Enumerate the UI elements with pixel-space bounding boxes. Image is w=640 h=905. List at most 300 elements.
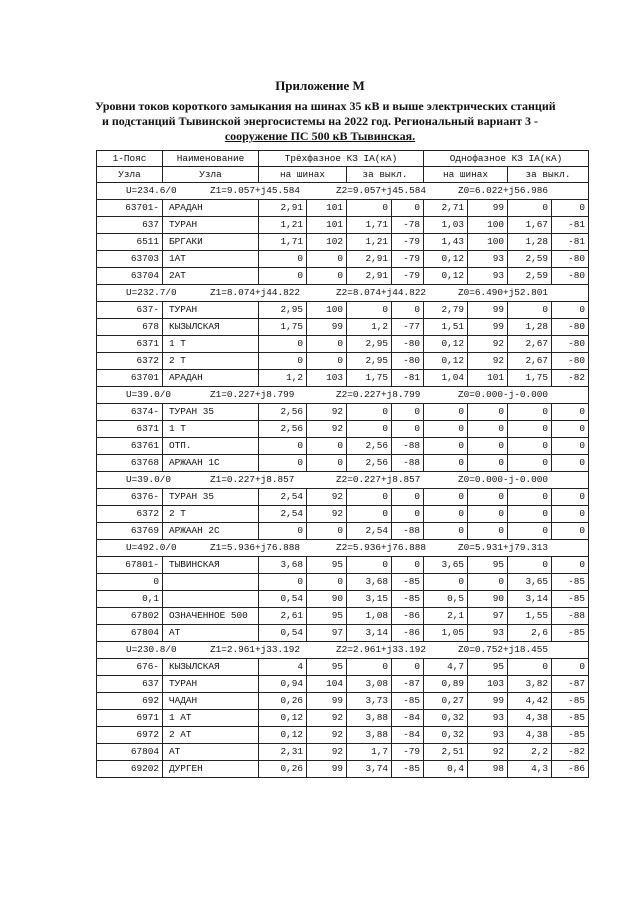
table-cell: 0 — [424, 574, 468, 591]
table-cell: -84 — [392, 710, 424, 727]
table-cell: 0,54 — [259, 591, 307, 608]
table-cell: -84 — [392, 727, 424, 744]
table-cell: 0 — [424, 421, 468, 438]
table-cell: КЫЗЫЛСКАЯ — [163, 659, 259, 676]
table-cell: -82 — [552, 744, 589, 761]
table-cell — [163, 591, 259, 608]
table-cell: 0 — [424, 489, 468, 506]
table-cell: 6972 — [97, 727, 163, 744]
table-cell: 0,12 — [424, 353, 468, 370]
table-cell: 2,59 — [508, 268, 552, 285]
table-cell: 92 — [307, 421, 347, 438]
table-cell: 92 — [307, 727, 347, 744]
table-cell: 3,82 — [508, 676, 552, 693]
table-cell: 4,38 — [508, 710, 552, 727]
table-cell: -80 — [552, 268, 589, 285]
table-cell: 1,71 — [347, 217, 392, 234]
table-cell: -85 — [552, 693, 589, 710]
table-cell: 0 — [307, 251, 347, 268]
table-row — [97, 217, 589, 234]
table-row — [97, 370, 589, 387]
header-three-phase-switch: за выкл. — [347, 167, 424, 183]
table-cell: 0,12 — [424, 336, 468, 353]
table-cell: 101 — [307, 200, 347, 217]
table-cell: 676- — [97, 659, 163, 676]
table-cell: 0 — [307, 455, 347, 472]
table-cell: 2,54 — [259, 489, 307, 506]
appendix-label: Приложение М — [275, 78, 365, 93]
table-cell: -85 — [392, 761, 424, 778]
table-row — [97, 353, 589, 370]
table-cell: 0 — [259, 251, 307, 268]
table-cell: 67804 — [97, 744, 163, 761]
section-z1: Z1=0.227+j8.799 — [210, 389, 295, 400]
table-row — [97, 761, 589, 778]
table-cell: 101 — [468, 370, 508, 387]
table-cell: 4 — [259, 659, 307, 676]
table-cell: 0,5 — [424, 591, 468, 608]
table-cell: 3,73 — [347, 693, 392, 710]
table-cell: АРЖААН 1С — [163, 455, 259, 472]
table-cell: 0 — [508, 455, 552, 472]
table-cell: 0,1 — [97, 591, 163, 608]
table-cell: -80 — [392, 353, 424, 370]
table-cell: -80 — [552, 353, 589, 370]
section-z2: Z2=9.057+j45.584 — [336, 185, 427, 196]
table-cell: -81 — [392, 370, 424, 387]
table-cell: 0,12 — [424, 251, 468, 268]
table-row — [97, 319, 589, 336]
table-cell: -80 — [552, 319, 589, 336]
table-cell: 63701- — [97, 200, 163, 217]
table-row — [97, 676, 589, 693]
table-cell: 2,79 — [424, 302, 468, 319]
table-cell: 63703 — [97, 251, 163, 268]
table-cell: 0 — [552, 438, 589, 455]
table-cell: -86 — [552, 761, 589, 778]
table-cell: 0 — [552, 404, 589, 421]
table-cell: -88 — [392, 523, 424, 540]
table-cell: -85 — [392, 693, 424, 710]
table-cell: 0 — [508, 659, 552, 676]
table-cell: 0 — [392, 302, 424, 319]
table-cell: 0 — [508, 506, 552, 523]
table-cell: 0,32 — [424, 727, 468, 744]
table-cell: 0 — [259, 455, 307, 472]
table-cell: 0 — [424, 438, 468, 455]
section-z2: Z2=0.227+j8.799 — [336, 389, 421, 400]
table-cell: 0 — [508, 200, 552, 217]
table-cell: ТЫВИНСКАЯ — [163, 557, 259, 574]
section-params-row — [97, 540, 589, 557]
table-cell: 1,43 — [424, 234, 468, 251]
table-cell: -85 — [392, 574, 424, 591]
header-row-2 — [97, 167, 589, 183]
table-cell: АТ — [163, 625, 259, 642]
table-cell: 0 — [347, 659, 392, 676]
table-row — [97, 438, 589, 455]
table-cell: 90 — [468, 591, 508, 608]
table-cell: 67801- — [97, 557, 163, 574]
table-cell: 2,2 — [508, 744, 552, 761]
table-row — [97, 557, 589, 574]
table-cell: 1,03 — [424, 217, 468, 234]
section-z1: Z1=8.074+j44.822 — [210, 287, 301, 298]
table-cell: 93 — [468, 251, 508, 268]
table-cell: 2,31 — [259, 744, 307, 761]
section-z0: Z0=0.752+j18.455 — [458, 644, 549, 655]
table-row — [97, 574, 589, 591]
table-cell: 1,2 — [259, 370, 307, 387]
table-cell: 0 — [552, 557, 589, 574]
table-cell: 2,91 — [347, 251, 392, 268]
table-cell: 0 — [347, 404, 392, 421]
table-cell: -80 — [552, 336, 589, 353]
table-cell: ТУРАН — [163, 676, 259, 693]
table-cell: 1АТ — [163, 251, 259, 268]
table-cell: 4,38 — [508, 727, 552, 744]
header-node-name: Наименование — [163, 151, 259, 167]
table-cell: 6374- — [97, 404, 163, 421]
document-title — [95, 99, 556, 144]
table-cell: 1 Т — [163, 421, 259, 438]
header-node-number: 1-Пояс — [97, 151, 163, 167]
table-cell: 0 — [307, 574, 347, 591]
table-cell: 3,08 — [347, 676, 392, 693]
table-cell: 0 — [307, 353, 347, 370]
section-z0: Z0=0.000-j-0.000 — [458, 474, 549, 485]
table-cell: 92 — [307, 710, 347, 727]
table-cell: 99 — [468, 319, 508, 336]
table-cell: 3,15 — [347, 591, 392, 608]
table-cell: -88 — [552, 608, 589, 625]
table-cell: -81 — [552, 234, 589, 251]
table-cell: 0,54 — [259, 625, 307, 642]
section-params-row — [97, 472, 589, 489]
table-cell: АРАДАН — [163, 370, 259, 387]
table-cell: 0 — [552, 506, 589, 523]
table-cell: 0 — [424, 404, 468, 421]
table-cell: 92 — [468, 336, 508, 353]
table-cell: 99 — [468, 693, 508, 710]
section-z2: Z2=5.936+j76.888 — [336, 542, 427, 553]
table-cell: 63768 — [97, 455, 163, 472]
table-cell: 1,21 — [259, 217, 307, 234]
table-cell: 0 — [468, 523, 508, 540]
table-cell: 95 — [307, 557, 347, 574]
table-cell: 93 — [468, 625, 508, 642]
table-cell: 6372 — [97, 353, 163, 370]
table-cell: 95 — [307, 608, 347, 625]
table-cell: 3,65 — [424, 557, 468, 574]
table-cell: 63761 — [97, 438, 163, 455]
table-row — [97, 608, 589, 625]
table-cell: 97 — [307, 625, 347, 642]
table-cell: 3,88 — [347, 727, 392, 744]
title-line-1: Уровни токов короткого замыкания на шинах 35 кВ и выше электрических станций — [95, 99, 556, 113]
table-cell: 63704 — [97, 268, 163, 285]
table-cell: 0 — [347, 489, 392, 506]
table-cell: АРАДАН — [163, 200, 259, 217]
table-cell: 104 — [307, 676, 347, 693]
table-cell: -87 — [392, 676, 424, 693]
table-cell: 0 — [508, 557, 552, 574]
table-row — [97, 727, 589, 744]
table-cell: 3,68 — [259, 557, 307, 574]
table-cell: 0 — [468, 455, 508, 472]
table-cell: 95 — [307, 659, 347, 676]
table-cell: 1,7 — [347, 744, 392, 761]
table-cell: -80 — [392, 336, 424, 353]
table-cell: 1,67 — [508, 217, 552, 234]
table-cell: -85 — [392, 591, 424, 608]
table-cell: 637 — [97, 676, 163, 693]
table-cell: 4,3 — [508, 761, 552, 778]
title-line-2: и подстанций Тывинской энергосистемы на 2022 год. Региональный вариант 3 - — [101, 114, 539, 128]
section-u: U=39.0/0 — [126, 474, 172, 485]
table-cell: 2,54 — [347, 523, 392, 540]
table-cell: 1,2 — [347, 319, 392, 336]
section-params — [97, 642, 589, 659]
table-cell: ДУРГЕН — [163, 761, 259, 778]
table-cell: -81 — [552, 217, 589, 234]
table-cell: 0 — [552, 200, 589, 217]
table-cell: 0 — [347, 302, 392, 319]
section-params — [97, 472, 589, 489]
table-cell: 0 — [347, 421, 392, 438]
table-cell: 99 — [307, 761, 347, 778]
table-cell: -78 — [392, 217, 424, 234]
table-cell: 2,71 — [424, 200, 468, 217]
table-cell: 0 — [552, 659, 589, 676]
table-cell: 6511 — [97, 234, 163, 251]
table-cell: 2,95 — [347, 353, 392, 370]
table-row — [97, 693, 589, 710]
table-cell: 2 АТ — [163, 727, 259, 744]
table-cell: -85 — [552, 625, 589, 642]
table-cell: 0,27 — [424, 693, 468, 710]
table-cell: 2 Т — [163, 353, 259, 370]
table-cell: 0 — [259, 438, 307, 455]
table-cell: 2,51 — [424, 744, 468, 761]
header-single-phase-switch: за выкл. — [508, 167, 589, 183]
table-cell: -88 — [392, 438, 424, 455]
table-cell: 0 — [508, 404, 552, 421]
table-cell: 637- — [97, 302, 163, 319]
table-cell: 0 — [424, 506, 468, 523]
table-row — [97, 744, 589, 761]
table-cell: 0 — [552, 489, 589, 506]
table-cell: 0 — [392, 659, 424, 676]
table-cell: 2,91 — [347, 268, 392, 285]
table-cell: 0 — [347, 506, 392, 523]
table-cell: 0,89 — [424, 676, 468, 693]
table-cell: 0 — [259, 268, 307, 285]
section-u: U=492.0/0 — [126, 542, 177, 553]
table-cell: 4,7 — [424, 659, 468, 676]
table-cell: 3,65 — [508, 574, 552, 591]
table-cell: 0 — [392, 557, 424, 574]
table-cell: 97 — [468, 608, 508, 625]
table-cell: 2,67 — [508, 353, 552, 370]
table-cell: 100 — [307, 302, 347, 319]
header-row-1 — [97, 151, 589, 167]
table-cell: 0 — [392, 404, 424, 421]
table-cell: -85 — [552, 574, 589, 591]
table-cell: 3,14 — [508, 591, 552, 608]
table-cell: 92 — [307, 744, 347, 761]
section-params — [97, 387, 589, 404]
table-row — [97, 234, 589, 251]
table-cell: 0 — [307, 336, 347, 353]
table-cell: 2,95 — [259, 302, 307, 319]
table-cell: 6372 — [97, 506, 163, 523]
table-cell: 2,56 — [347, 455, 392, 472]
table-cell: БРГАКИ — [163, 234, 259, 251]
table-cell: 98 — [468, 761, 508, 778]
table-cell: 0 — [259, 574, 307, 591]
table-cell: -88 — [392, 455, 424, 472]
section-u: U=39.0/0 — [126, 389, 172, 400]
table-cell: 92 — [307, 506, 347, 523]
table-cell: 100 — [468, 234, 508, 251]
table-cell: 2,95 — [347, 336, 392, 353]
table-cell: 92 — [468, 744, 508, 761]
section-params — [97, 285, 589, 302]
table-cell: 1,08 — [347, 608, 392, 625]
table-cell: 0 — [307, 523, 347, 540]
table-cell: -77 — [392, 319, 424, 336]
table-cell: 0 — [508, 421, 552, 438]
table-cell: 0,94 — [259, 676, 307, 693]
table-cell: 0 — [97, 574, 163, 591]
table-cell: 3,74 — [347, 761, 392, 778]
table-row — [97, 336, 589, 353]
table-cell: 1,05 — [424, 625, 468, 642]
table-cell: -85 — [552, 591, 589, 608]
table-cell: КЫЗЫЛСКАЯ — [163, 319, 259, 336]
table-row — [97, 591, 589, 608]
table-cell: 2,91 — [259, 200, 307, 217]
header-node-name-sub: Узла — [163, 167, 259, 183]
table-cell: 93 — [468, 710, 508, 727]
table-cell: АТ — [163, 744, 259, 761]
section-params-row — [97, 387, 589, 404]
table-cell: 92 — [468, 353, 508, 370]
section-params — [97, 183, 589, 200]
table-cell: 1 Т — [163, 336, 259, 353]
table-cell: 0 — [468, 574, 508, 591]
table-row — [97, 625, 589, 642]
table-cell: 678 — [97, 319, 163, 336]
table-row — [97, 455, 589, 472]
table-cell: 0 — [468, 489, 508, 506]
section-z1: Z1=9.057+j45.584 — [210, 185, 301, 196]
table-cell: 1,51 — [424, 319, 468, 336]
table-cell: 1,28 — [508, 234, 552, 251]
table-cell: 2,54 — [259, 506, 307, 523]
table-row — [97, 421, 589, 438]
section-u: U=234.6/0 — [126, 185, 177, 196]
table-cell: 0 — [392, 200, 424, 217]
table-cell: 0 — [468, 506, 508, 523]
table-cell: 0 — [259, 336, 307, 353]
table-cell: 1 АТ — [163, 710, 259, 727]
table-cell: 4,42 — [508, 693, 552, 710]
table-cell: -80 — [552, 251, 589, 268]
section-z2: Z2=8.074+j44.822 — [336, 287, 427, 298]
table-cell: -79 — [392, 251, 424, 268]
table-cell: 0 — [552, 302, 589, 319]
table-cell: 0 — [347, 200, 392, 217]
table-cell: 2,56 — [259, 404, 307, 421]
table-cell: ТУРАН 35 — [163, 489, 259, 506]
table-cell: ТУРАН — [163, 217, 259, 234]
table-cell: -82 — [552, 370, 589, 387]
table-cell: 0 — [552, 455, 589, 472]
table-cell: 92 — [307, 404, 347, 421]
table-cell: 63701 — [97, 370, 163, 387]
table-cell: 0 — [424, 523, 468, 540]
table-cell: 0 — [468, 438, 508, 455]
table-cell: 0,26 — [259, 761, 307, 778]
section-params-row — [97, 642, 589, 659]
header-three-phase: Трёхфазное КЗ IA(кА) — [259, 151, 424, 167]
table-cell: 90 — [307, 591, 347, 608]
table-cell: 1,28 — [508, 319, 552, 336]
section-z0: Z0=6.022+j56.986 — [458, 185, 549, 196]
table-row — [97, 710, 589, 727]
table-cell: 0 — [392, 421, 424, 438]
table-cell: -85 — [552, 710, 589, 727]
table-cell: 67802 — [97, 608, 163, 625]
section-u: U=230.8/0 — [126, 644, 177, 655]
table-cell: 0 — [552, 421, 589, 438]
table-cell: 95 — [468, 557, 508, 574]
table-cell: 63769 — [97, 523, 163, 540]
table-cell: -79 — [392, 268, 424, 285]
table-cell: 103 — [468, 676, 508, 693]
table-cell: 0 — [392, 506, 424, 523]
table-cell: 0 — [259, 353, 307, 370]
title-line-3: сооружение ПС 500 кВ Тывинская. — [224, 129, 416, 143]
table-cell: 0 — [307, 438, 347, 455]
section-z2: Z2=2.961+j33.192 — [336, 644, 427, 655]
section-z0: Z0=5.931+j79.313 — [458, 542, 549, 553]
section-z1: Z1=0.227+j8.857 — [210, 474, 295, 485]
table-cell: 2АТ — [163, 268, 259, 285]
table-cell: 0 — [508, 438, 552, 455]
table-cell: 0 — [307, 268, 347, 285]
section-z1: Z1=5.936+j76.888 — [210, 542, 301, 553]
table-cell: 0 — [424, 455, 468, 472]
table-cell: 0 — [508, 523, 552, 540]
table-cell: 99 — [468, 302, 508, 319]
table-cell: 6376- — [97, 489, 163, 506]
table-cell: 2,56 — [259, 421, 307, 438]
section-z0: Z0=0.000-j-0.000 — [458, 389, 549, 400]
table-row — [97, 302, 589, 319]
table-cell: 2,6 — [508, 625, 552, 642]
table-cell: 1,21 — [347, 234, 392, 251]
table-cell: -87 — [552, 676, 589, 693]
table-cell: -79 — [392, 234, 424, 251]
table-cell: 1,71 — [259, 234, 307, 251]
table-cell: -86 — [392, 625, 424, 642]
table-cell: ОЗНАЧЕННОЕ 500 — [163, 608, 259, 625]
table-cell: -86 — [392, 608, 424, 625]
table-cell: 0 — [508, 489, 552, 506]
